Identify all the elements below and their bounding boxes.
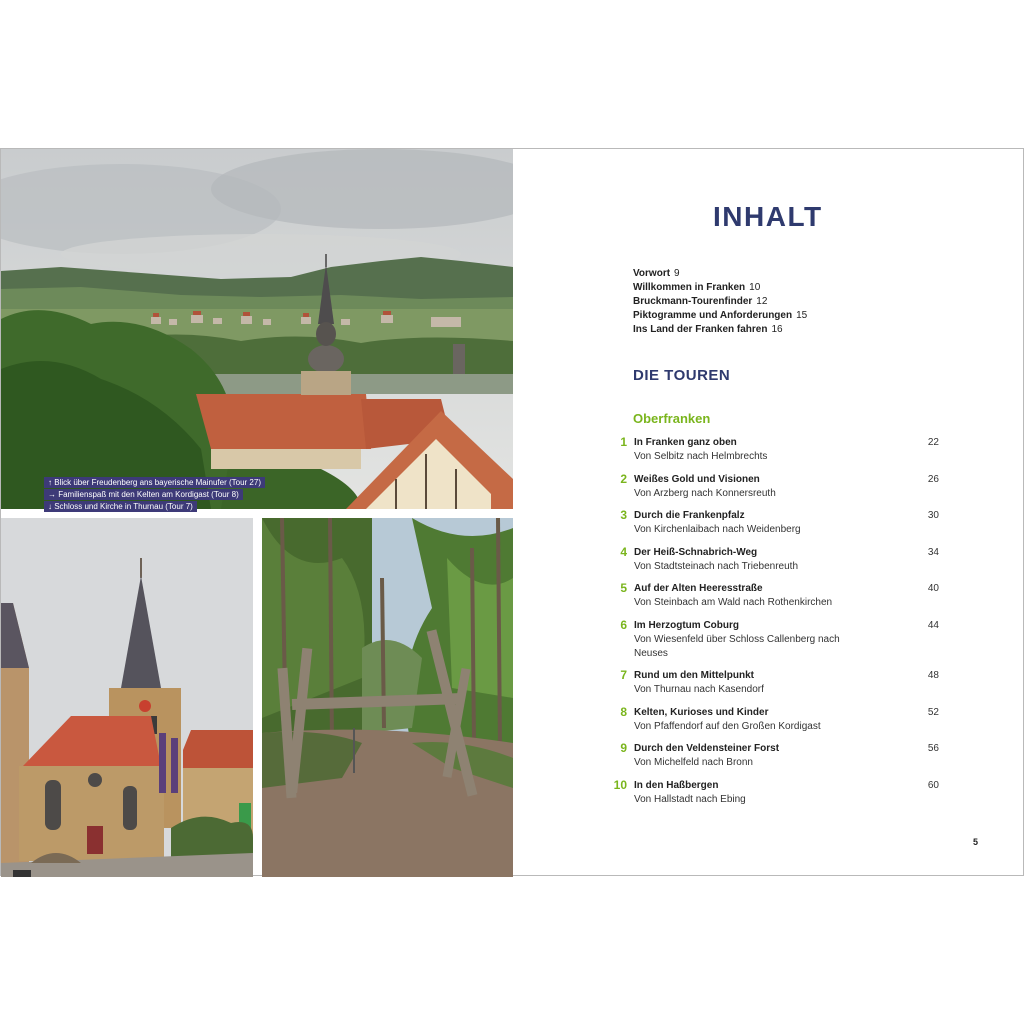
table-of-contents [513,149,1023,875]
tour-route: Von Kirchenlaibach nach Weidenberg [634,524,801,535]
tour-route: Von Wiesenfeld über Schloss Callenberg nach Neuses [634,633,840,659]
tour-entry [609,742,939,770]
tour-entry [609,669,939,697]
tour-number: 3 [620,508,627,522]
section-title: DIE TOUREN [633,367,731,384]
tour-title: Weißes Gold und Visionen [634,473,760,485]
tour-number: 2 [620,471,627,486]
tour-route: Von Stadtsteinach nach Triebenreuth [634,560,799,572]
tour-title: In Franken ganz oben [634,437,737,448]
tour-route: Von Thurnau nach Kasendorf [634,684,764,695]
tour-entry [609,509,939,537]
front-item: Bruckmann-Tourenfinder 12 [633,296,768,307]
tour-route: Von Arzberg nach Konnersreuth [634,487,776,499]
book-spread [0,148,1024,876]
front-item: Piktogramme und Anforderungen 15 [633,310,808,321]
tour-page: 30 [927,510,939,521]
tour-route: Von Pfaffendorf auf den Großen Kordigast [634,720,821,732]
tour-title: Im Herzogtum Coburg [634,619,739,631]
caption-freudenberg: ↑ Blick über Freudenberg ans bayerische Mainufer (Tour 27) [44,477,265,488]
caption-thurnau: ↓ Schloss und Kirche in Thurnau (Tour 7) [44,501,197,512]
tour-number: 5 [620,581,627,595]
tour-number: 9 [620,741,627,755]
tour-entry [609,779,939,807]
tour-page: 48 [927,670,939,681]
tour-page: 26 [927,473,939,485]
photo-page [1,149,513,877]
tour-page: 56 [927,743,939,754]
photo-thurnau-church [1,518,253,877]
tour-entry [609,706,939,734]
tour-number: 10 [613,777,627,792]
front-matter-list [633,267,807,337]
front-item: Willkommen in Franken 10 [633,282,761,293]
tour-page: 22 [927,437,939,448]
tour-entry [609,473,939,501]
tour-entry [609,582,939,610]
tour-title: Auf der Alten Heeresstraße [634,583,763,594]
tour-page: 44 [927,619,939,631]
photo-kordigast-forest [262,518,513,877]
tour-page: 40 [927,583,939,594]
tour-list [609,436,939,815]
front-item: Vorwort 9 [633,268,680,279]
page-title: INHALT [713,201,823,232]
tour-route: Von Michelfeld nach Bronn [634,757,753,768]
photo-freudenberg-landscape [1,149,513,509]
photo-captions [44,477,265,513]
tour-title: Durch die Frankenpfalz [634,510,745,521]
tour-number: 4 [620,544,627,559]
caption-kordigast: → Familienspaß mit den Kelten am Kordigast (Tour 8) [44,489,243,500]
tour-number: 1 [620,435,627,449]
tour-number: 8 [620,704,627,719]
front-item: Ins Land der Franken fahren 16 [633,324,783,335]
tour-title: Rund um den Mittelpunkt [634,670,754,681]
tour-title: In den Haßbergen [634,779,719,791]
tour-route: Von Selbitz nach Helmbrechts [634,451,768,462]
tour-title: Durch den Veldensteiner Forst [634,743,780,754]
tour-page: 34 [927,546,939,558]
tour-page: 60 [927,779,939,791]
tour-route: Von Steinbach am Wald nach Rothenkirchen [634,597,833,608]
page-number: 5 [973,837,979,847]
tour-entry [609,619,939,661]
region-title: Oberfranken [633,411,711,426]
tour-route: Von Hallstadt nach Ebing [634,793,746,805]
tour-page: 52 [927,706,939,718]
tour-title: Kelten, Kurioses und Kinder [634,706,769,718]
tour-number: 6 [620,617,627,632]
tour-title: Der Heiß-Schnabrich-Weg [634,546,758,558]
tour-number: 7 [620,668,627,682]
tour-entry [609,436,939,464]
tour-entry [609,546,939,574]
